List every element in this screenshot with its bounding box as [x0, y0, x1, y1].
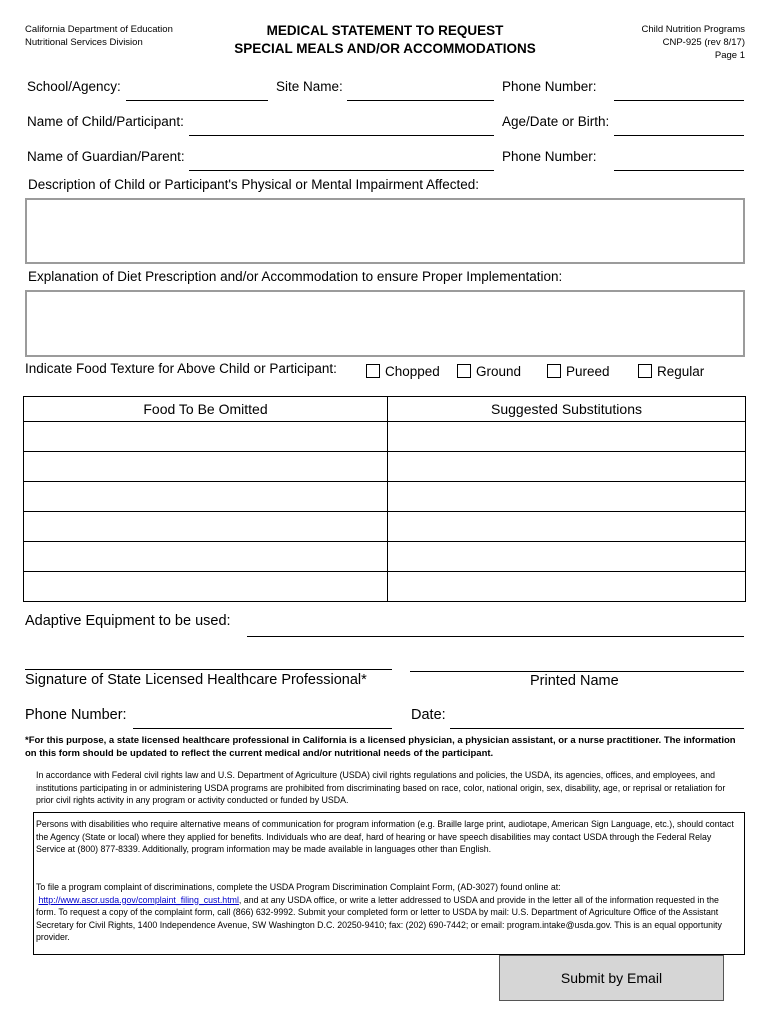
- table-row: [24, 422, 746, 452]
- food-omitted-cell[interactable]: [24, 512, 388, 542]
- complaint-paragraph: [36, 881, 740, 944]
- substitutions-header: Suggested Substitutions: [388, 397, 746, 422]
- food-omitted-cell[interactable]: [24, 452, 388, 482]
- pureed-label: Pureed: [566, 364, 610, 379]
- signer-phone-field[interactable]: [133, 728, 392, 729]
- form-title-line1: MEDICAL STATEMENT TO REQUEST: [266, 23, 504, 38]
- child-name-field[interactable]: [189, 135, 494, 136]
- guardian-name-label: Name of Guardian/Parent:: [27, 149, 185, 164]
- adaptive-equipment-field[interactable]: [247, 636, 744, 637]
- regular-label: Regular: [657, 364, 705, 379]
- submit-by-email-button[interactable]: Submit by Email: [499, 955, 724, 1001]
- substitution-cell[interactable]: [388, 512, 746, 542]
- page-number: Page 1: [714, 50, 745, 61]
- food-omitted-cell[interactable]: [24, 482, 388, 512]
- ground-checkbox[interactable]: [457, 364, 471, 378]
- food-substitution-table: [23, 396, 746, 602]
- regular-checkbox[interactable]: [638, 364, 652, 378]
- texture-option-ground[interactable]: [457, 364, 521, 379]
- agency-name: California Department of Education: [25, 24, 173, 35]
- phone-number-label: Phone Number:: [502, 79, 597, 94]
- child-name-label: Name of Child/Participant:: [27, 114, 184, 129]
- table-row: [24, 482, 746, 512]
- diet-explanation-label: Explanation of Diet Prescription and/or Accommodation to ensure Proper Implementation:: [28, 269, 563, 284]
- signature-field[interactable]: [25, 669, 392, 670]
- printed-name-field[interactable]: [410, 671, 744, 672]
- substitution-cell[interactable]: [388, 542, 746, 572]
- civil-rights-statement: In accordance with Federal civil rights law and U.S. Department of Agriculture (USDA) civil rights regulations and policies, the USDA, its agencies, offices, and employees, and institutions participating in or administering USDA programs are prohibited from discriminating based on race, color, national origin, sex, disability, age, or reprisal or retaliation for prior civil rights activity in any program or activity conducted or funded by USDA.: [36, 770, 726, 805]
- substitution-cell[interactable]: [388, 572, 746, 602]
- age-dob-field[interactable]: [614, 135, 744, 136]
- form-number: CNP-925 (rev 8/17): [662, 37, 745, 48]
- signature-label: Signature of State Licensed Healthcare Professional*: [25, 672, 367, 688]
- food-omitted-cell[interactable]: [24, 422, 388, 452]
- school-agency-field[interactable]: [126, 100, 268, 101]
- food-texture-label: Indicate Food Texture for Above Child or Participant:: [25, 361, 337, 376]
- division-name: Nutritional Services Division: [25, 37, 143, 48]
- guardian-phone-field[interactable]: [614, 170, 744, 171]
- phone-number-field[interactable]: [614, 100, 744, 101]
- guardian-name-field[interactable]: [189, 170, 494, 171]
- chopped-checkbox[interactable]: [366, 364, 380, 378]
- school-agency-label: School/Agency:: [27, 79, 121, 94]
- form-title-line2: SPECIAL MEALS AND/OR ACCOMMODATIONS: [234, 41, 536, 56]
- guardian-phone-label: Phone Number:: [502, 149, 597, 164]
- licensed-professional-footnote: *For this purpose, a state licensed healthcare professional in California is a licensed physician, a physician assistant, or a nurse practitioner. The information on this form should be updated to reflect the current medical and/or nutritional needs of the participant.: [25, 735, 736, 759]
- signer-phone-label: Phone Number:: [25, 707, 127, 723]
- age-dob-label: Age/Date or Birth:: [502, 114, 610, 129]
- table-row: [24, 542, 746, 572]
- pureed-checkbox[interactable]: [547, 364, 561, 378]
- texture-option-pureed[interactable]: [547, 364, 610, 379]
- adaptive-equipment-label: Adaptive Equipment to be used:: [25, 613, 231, 629]
- table-header-row: [24, 397, 746, 422]
- impairment-description-textarea[interactable]: [25, 198, 745, 264]
- date-field[interactable]: [450, 728, 744, 729]
- disability-paragraph: Persons with disabilities who require alternative means of communication for program information (e.g. Braille large print, audiotape, American Sign Language, etc.), should contact the Agency (State or local) where they applied for benefits. Individuals who are deaf, hard of hearing or have speech disabilities may contact USDA through the Federal Relay Service at (800) 877-8339. Additionally, program information may be made available in languages other than English.: [36, 819, 734, 854]
- table-row: [24, 452, 746, 482]
- complaint-rest: , and at any USDA office, or write a letter addressed to USDA and provide in the letter all of the information requested in the form. To request a copy of the complaint form, call (866) 632-9992. Submit your completed form or letter to USDA by mail: U.S. Department of Agriculture Office of the Assistant Secretary for Civil Rights, 1400 Independence Avenue, SW Washington D.C. 20250-9410; fax: (202) 690-7442; or email: program.intake@usda.gov. This is an equal opportunity provider.: [36, 894, 722, 942]
- substitution-cell[interactable]: [388, 422, 746, 452]
- program-name: Child Nutrition Programs: [641, 24, 745, 35]
- food-omitted-header: Food To Be Omitted: [24, 397, 388, 422]
- substitution-cell[interactable]: [388, 452, 746, 482]
- form-id-block: [642, 23, 745, 62]
- site-name-field[interactable]: [347, 100, 494, 101]
- substitution-cell[interactable]: [388, 482, 746, 512]
- complaint-form-link[interactable]: http://www.ascr.usda.gov/complaint_filing_cust.html: [38, 894, 239, 905]
- texture-option-regular[interactable]: [638, 364, 704, 379]
- table-row: [24, 572, 746, 602]
- table-row: [24, 512, 746, 542]
- food-omitted-cell[interactable]: [24, 572, 388, 602]
- date-label: Date:: [411, 707, 446, 723]
- printed-name-label: Printed Name: [530, 673, 619, 689]
- site-name-label: Site Name:: [276, 79, 343, 94]
- complaint-lead: To file a program complaint of discriminations, complete the USDA Program Discrimination Complaint Form, (AD-3027) found online at:: [36, 882, 561, 892]
- food-omitted-cell[interactable]: [24, 542, 388, 572]
- chopped-label: Chopped: [385, 364, 440, 379]
- texture-option-chopped[interactable]: [366, 364, 440, 379]
- ground-label: Ground: [476, 364, 522, 379]
- diet-explanation-textarea[interactable]: [25, 290, 745, 357]
- impairment-description-label: Description of Child or Participant's Physical or Mental Impairment Affected:: [28, 177, 480, 192]
